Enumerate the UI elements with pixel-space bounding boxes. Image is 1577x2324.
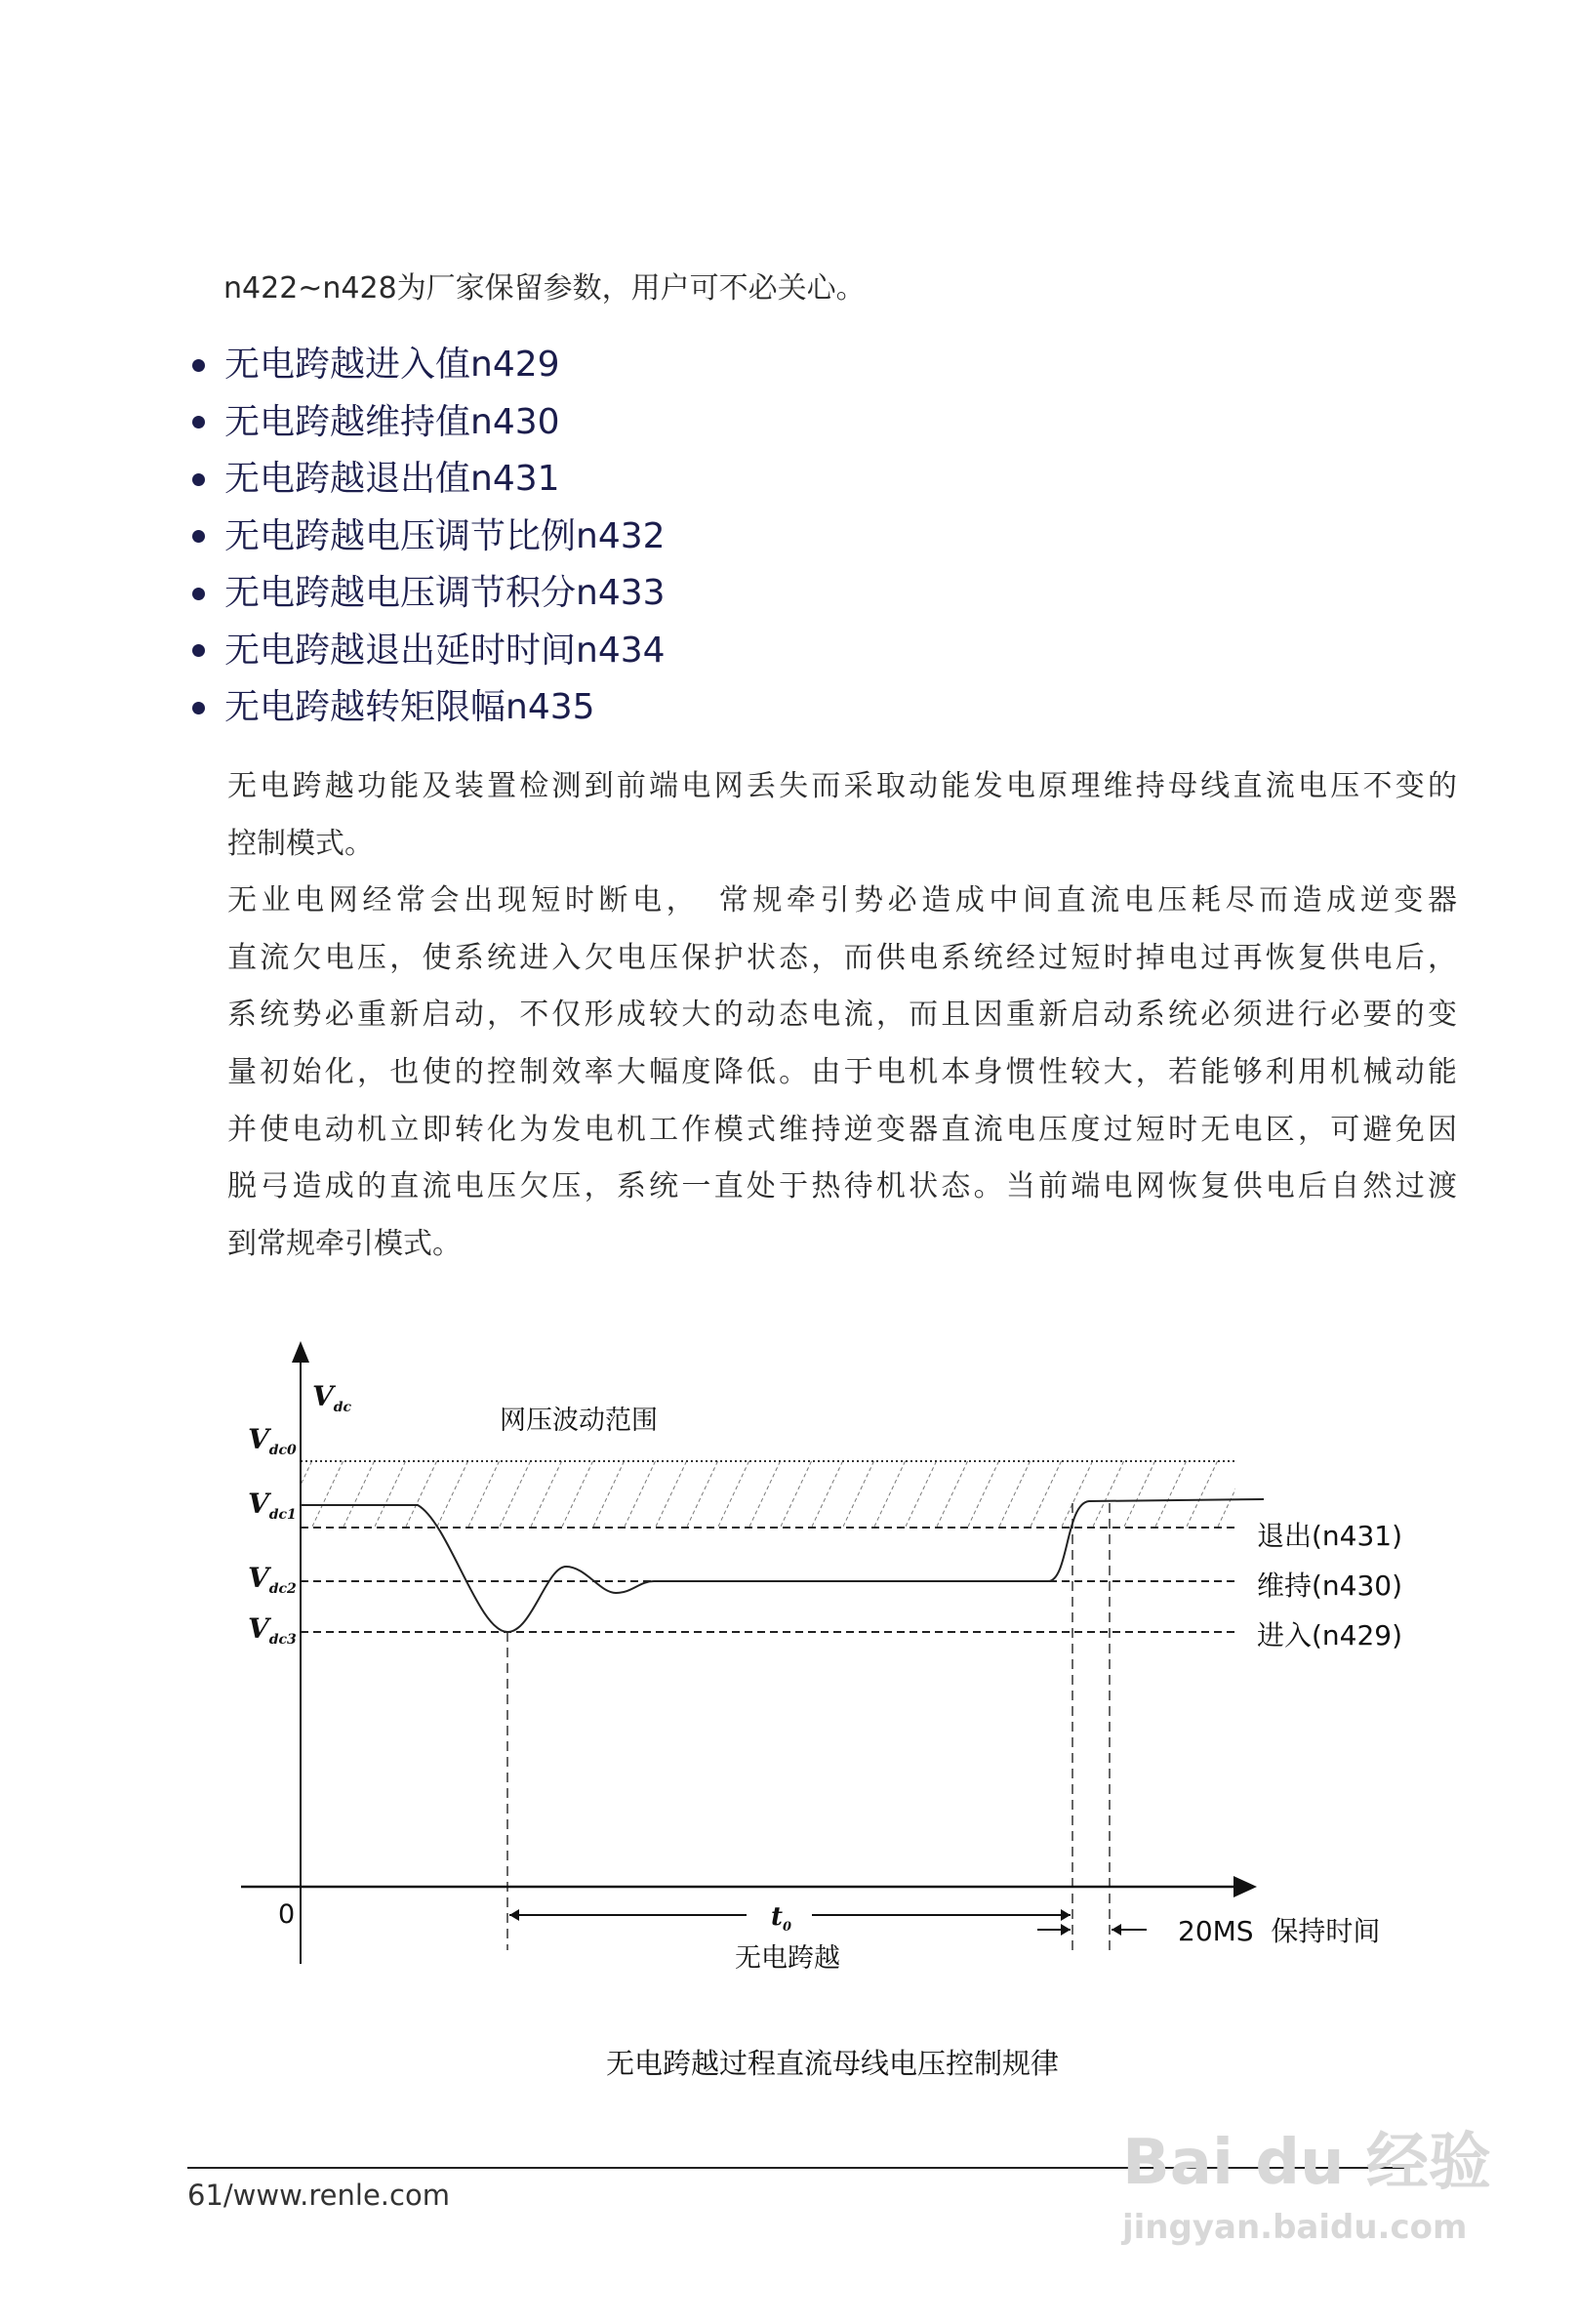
level-label-vdc2: $V_{dc2}$ (248, 1562, 297, 1597)
level-label-vdc3: $V_{dc3}$ (248, 1612, 297, 1648)
origin-label: 0 (278, 1899, 296, 1930)
list-item-label: 无电跨越维持值n430 (224, 401, 560, 442)
list-item-label: 无电跨越进入值n429 (224, 345, 560, 386)
arrow-right-icon (1061, 1909, 1071, 1921)
enter-label: 进入(n429) (1257, 1619, 1403, 1651)
level-label-vdc0: $V_{dc0}$ (248, 1423, 297, 1458)
paragraph-line: 脱弓造成的直流电压欠压，系统一直处于热待机状态。当前端电网恢复供电后自然过渡 (227, 1169, 1457, 1204)
watermark-logo: Bai du 经验 (1122, 2127, 1491, 2199)
footer-text: 61/www.renle.com (187, 2179, 450, 2212)
y-axis-label: $V_{dc}$ (312, 1380, 352, 1415)
list-item-label: 无电跨越转矩限幅n435 (224, 687, 595, 728)
t0-label: $t_0$ (771, 1902, 792, 1935)
paragraph-line: 控制模式。 (227, 826, 374, 861)
exit-label: 退出(n431) (1257, 1520, 1403, 1552)
arrow-left-icon (1112, 1924, 1121, 1936)
list-item-label: 无电跨越退出值n431 (224, 459, 560, 500)
watermark-url: jingyan.baidu.com (1122, 2208, 1468, 2247)
list-item-label: 无电跨越电压调节积分n433 (224, 573, 666, 614)
fluctuation-band (301, 1461, 1235, 1528)
list-item-label: 无电跨越电压调节比例n432 (224, 515, 666, 556)
x-axis-arrow-icon (1233, 1876, 1257, 1897)
paragraph-line: 系统势必重新启动，不仅形成较大的动态电流，而且因重新启动系统必须进行必要的变 (227, 998, 1457, 1033)
arrow-right-icon (1061, 1924, 1071, 1936)
baidu-watermark (1122, 2118, 1571, 2313)
paragraph-line: 量初始化，也使的控制效率大幅度降低。由于电机本身惯性较大，若能够利用机械动能 (227, 1054, 1457, 1089)
arrow-left-icon (509, 1909, 519, 1921)
figure-caption: 无电跨越过程直流母线电压控制规律 (605, 2047, 1059, 2080)
band-label: 网压波动范围 (500, 1406, 658, 1436)
paragraph-line: 直流欠电压，使系统进入欠电压保护状态，而供电系统经过短时掉电过再恢复供电后， (227, 940, 1457, 975)
hold-time-label: 20MS 保持时间 (1178, 1915, 1381, 1947)
y-axis-arrow-icon (292, 1341, 309, 1363)
paragraph-line: 无电跨越功能及装置检测到前端电网丢失而采取动能发电原理维持母线直流电压不变的 (227, 769, 1457, 803)
hold-label: 维持(n430) (1257, 1570, 1403, 1602)
paragraph-line: 无业电网经常会出现短时断电， 常规牵引势必造成中间直流电压耗尽而造成逆变器 (227, 883, 1457, 918)
span-label: 无电跨越 (735, 1943, 840, 1974)
intro-text: n422~n428为厂家保留参数，用户可不必关心。 (223, 271, 866, 306)
paragraph-line: 到常规牵引模式。 (227, 1226, 462, 1261)
list-item-label: 无电跨越退出延时时间n434 (224, 630, 666, 671)
paragraph-line: 并使电动机立即转化为发电机工作模式维持逆变器直流电压度过短时无电区，可避免因 (227, 1112, 1457, 1147)
level-label-vdc1: $V_{dc1}$ (248, 1488, 297, 1523)
